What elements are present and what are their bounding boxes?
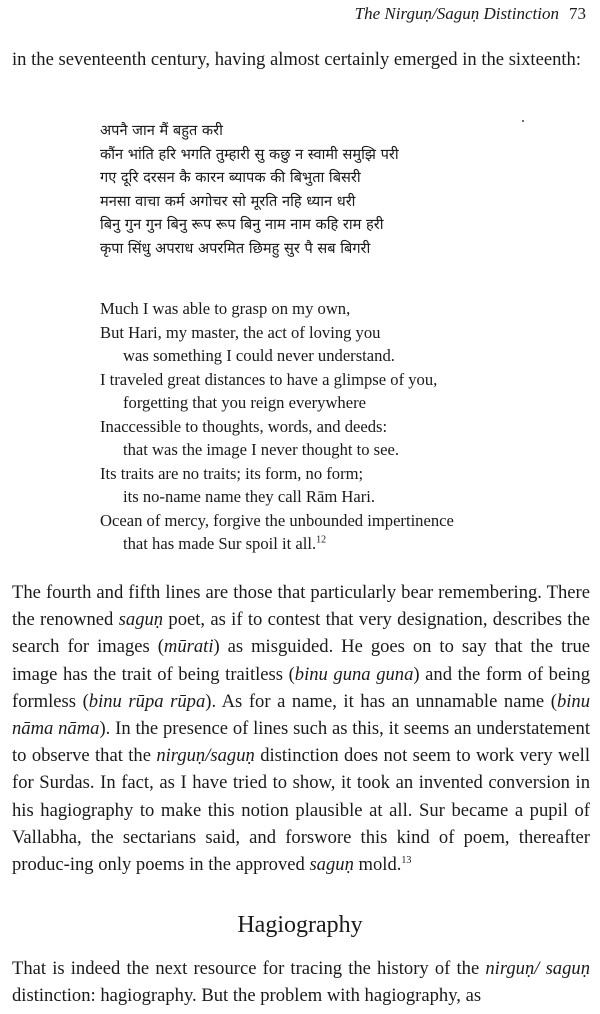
italic-term: nirguṇ/saguṇ bbox=[156, 745, 255, 767]
italic-term: mūrati bbox=[163, 636, 214, 658]
page-number: 73 bbox=[569, 4, 586, 23]
verse-line bbox=[100, 532, 570, 556]
verse-line: Its traits are no traits; its form, no form; bbox=[100, 463, 364, 483]
section-heading: Hagiography bbox=[237, 912, 363, 938]
text-run: distinction does not seem to work very well for Surdas. In fact, as I have tried to show, it took an invented conversion in his hagiography to make this notion plausible at all. Sur became a pupil of Vallabha, the sectarians said, and forswore this kind of poem, thereafter produc-ing only poems in the approved bbox=[12, 745, 590, 876]
hindi-line: मनसा वाचा कर्म अगोचर सो मूरति नहि ध्यान धरी bbox=[100, 192, 356, 210]
text-run: ). In the presence of lines such as this, it seems an understatement to observe that the bbox=[12, 718, 590, 767]
text-run: distinction: hagiography. But the problem with hagiography, as bbox=[12, 985, 482, 1007]
verse-line-text: that has made Sur spoil it all. bbox=[123, 534, 317, 554]
verse-line: forgetting that you reign everywhere bbox=[123, 393, 366, 413]
running-header bbox=[355, 4, 586, 24]
verse-line: its no-name name they call Rām Hari. bbox=[123, 487, 376, 507]
text-run: ) and the form of being formless ( bbox=[12, 663, 590, 712]
italic-term: nirguṇ/ saguṇ bbox=[485, 958, 590, 979]
english-verse bbox=[100, 297, 570, 556]
text-run: mold. bbox=[353, 854, 402, 876]
hindi-line: कौंन भांति हरि भगति तुम्हारी सु कछु न स्वामी समुझि परी bbox=[100, 145, 399, 163]
text-run: The fourth and fifth lines are those that particularly bear remembering. There the renowned bbox=[12, 582, 590, 631]
verse-line: Ocean of mercy, forgive the unbounded impertinence bbox=[100, 510, 454, 530]
verse-line: Inaccessible to thoughts, words, and deeds: bbox=[100, 416, 388, 436]
running-title: The Nirguṇ/Saguṇ Distinction bbox=[354, 4, 559, 23]
italic-term: binu nāma nāma bbox=[12, 690, 591, 740]
text-run: poet, as if to contest that very designation, describes the search for images ( bbox=[12, 609, 591, 658]
verse-line: I traveled great distances to have a glimpse of you, bbox=[100, 369, 438, 389]
hindi-verse bbox=[100, 119, 570, 261]
footnote-marker: 12 bbox=[316, 534, 327, 546]
verse-line: was something I could never understand. bbox=[123, 346, 395, 366]
verse-line: Much I was able to grasp on my own, bbox=[100, 299, 351, 318]
paragraph-discussion bbox=[12, 579, 590, 878]
text-run: ). As for a name, it has an unnamable name ( bbox=[205, 690, 557, 712]
verse-line: that was the image I never thought to see. bbox=[123, 440, 400, 460]
hindi-line: कृपा सिंधु अपराध अपरमित छिमहु सुर पै सब बिगरी bbox=[100, 239, 371, 257]
verse-line: But Hari, my master, the act of loving you bbox=[100, 322, 381, 342]
text-run: ) as misguided. He goes on to say that the true image has the trait of being traitless ( bbox=[12, 636, 590, 685]
paragraph-intro: in the seventeenth century, having almost certainly emerged in the sixteenth: bbox=[12, 49, 581, 70]
hindi-line: बिनु गुन गुन बिनु रूप रूप बिनु नाम नाम कहि राम हरी bbox=[100, 216, 384, 234]
italic-term: binu rūpa rūpa bbox=[88, 690, 206, 712]
italic-term: saguṇ bbox=[309, 854, 354, 876]
italic-term: saguṇ bbox=[118, 609, 164, 631]
italic-term: binu guna guna bbox=[294, 663, 414, 685]
hindi-line: गए दूरि दरसन कै कारन ब्यापक की बिभुता बिसरी bbox=[100, 169, 361, 187]
hindi-line: अपनै जान मैं बहुत करी bbox=[100, 122, 223, 139]
paragraph-hagiography bbox=[12, 955, 590, 1009]
footnote-marker: 13 bbox=[401, 854, 412, 866]
text-run: That is indeed the next resource for tracing the history of the bbox=[12, 958, 486, 979]
